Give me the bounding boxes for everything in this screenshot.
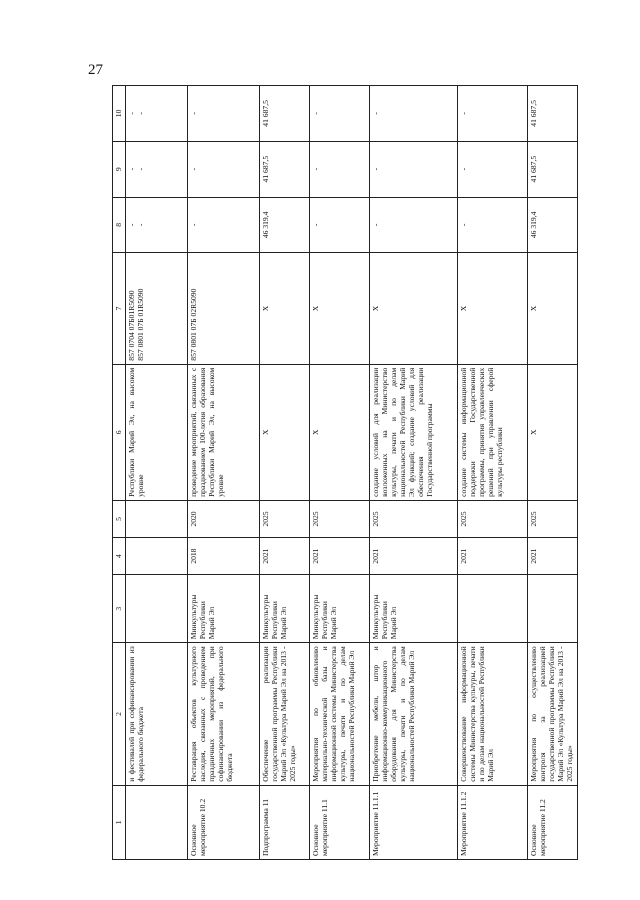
cell-title: Совершенствование информационной системы Министерства культуры, печати и по делам национальностей Республики Марий Эл <box>458 643 528 785</box>
col-header: 10 <box>113 86 126 142</box>
cell-title: Обеспечение реализации государственной программы Республики Марий Эл «Культура Марий Эл на 2013 - 2025 годы» <box>260 643 310 785</box>
budget-code-line: 857 0801 07Б 02R5090 <box>189 288 198 361</box>
cell-start-year <box>126 538 188 575</box>
cell-result: проведение мероприятий, связанных с празднованием 100-летия образования Республики Марий Эл, на высоком уровне <box>188 364 260 500</box>
cell-result: X <box>260 364 310 500</box>
cell-title: Мероприятия по осуществлению контроля за реализацией государственной программы Республики Марий Эл «Культура Марий Эл на 2013 - 2025 годы» <box>528 643 578 785</box>
budget-code-line: 857 0704 07Б01R5090 <box>127 290 136 361</box>
cell-end-year: 2025 <box>458 500 528 537</box>
cell-result: создание условий для реализации возложенных на Министерство культуры, печати и по делам национальностей Республики Марий Эл функций; создание условий для обеспечения реализации Государственной программы <box>370 364 458 500</box>
cell-name <box>126 785 188 859</box>
table-row <box>310 86 370 860</box>
cell-value: - <box>310 86 370 142</box>
cell-end-year: 2025 <box>260 500 310 537</box>
col-header: 9 <box>113 141 126 197</box>
cell-value: - <box>458 197 528 253</box>
col-header: 3 <box>113 575 126 643</box>
cell-start-year: 2021 <box>458 538 528 575</box>
table-row <box>126 86 188 860</box>
table-row <box>370 86 458 860</box>
cell-end-year: 2020 <box>188 500 260 537</box>
cell-end-year: 2025 <box>310 500 370 537</box>
cell-value: - <box>310 197 370 253</box>
cell-result: X <box>528 364 578 500</box>
cell-name: Подпрограмма 11 <box>260 785 310 859</box>
cell-value: - <box>188 197 260 253</box>
cell-value: 41 687,5 <box>528 141 578 197</box>
cell-executor <box>126 575 188 643</box>
cell-value: 46 319,4 <box>528 197 578 253</box>
cell-budget-code: X <box>260 253 310 364</box>
cell-value: 41 687,5 <box>260 86 310 142</box>
cell-value: 41 687,5 <box>260 141 310 197</box>
column-number-row <box>113 86 126 860</box>
col-header: 8 <box>113 197 126 253</box>
cell-value: - <box>370 86 458 142</box>
col-header: 5 <box>113 500 126 537</box>
table-row <box>188 86 260 860</box>
cell-budget-code: X <box>528 253 578 364</box>
cell-budget-code: X <box>458 253 528 364</box>
cell-value: - <box>188 141 260 197</box>
cell-result: создание системы информационной поддержки Государственной программы, принятия управленческих решений при управлении сферой культуры республики <box>458 364 528 500</box>
cell-name: Основное мероприятие 11.1 <box>310 785 370 859</box>
table-row <box>528 86 578 860</box>
value-line: - <box>135 112 145 115</box>
cell-budget-code: X <box>310 253 370 364</box>
cell-start-year: 2021 <box>260 538 310 575</box>
col-header: 7 <box>113 253 126 364</box>
cell-end-year: 2025 <box>370 500 458 537</box>
table-row <box>458 86 528 860</box>
cell-value <box>126 141 188 197</box>
cell-value: 41 687,5 <box>528 86 578 142</box>
budget-code-line: 857 0801 07Б 01R5090 <box>135 288 145 361</box>
page-number: 27 <box>88 62 103 78</box>
cell-value: - <box>458 141 528 197</box>
cell-title: Реставрация объектов культурного наследия, связанных с проведением праздничных мероприятий, при софинансировании из федерального бюджета <box>188 643 260 785</box>
value-line: - <box>127 112 136 115</box>
cell-title: и фестивалей при софинансировании из федерального бюджета <box>126 643 188 785</box>
cell-end-year: 2025 <box>528 500 578 537</box>
cell-executor: Минкультуры Республики Марий Эл <box>310 575 370 643</box>
cell-executor: Минкультуры Республики Марий Эл <box>370 575 458 643</box>
cell-start-year: 2018 <box>188 538 260 575</box>
cell-value: - <box>188 86 260 142</box>
cell-executor: Минкультуры Республики Марий Эл <box>188 575 260 643</box>
cell-executor <box>458 575 528 643</box>
cell-executor <box>528 575 578 643</box>
cell-value: - <box>310 141 370 197</box>
cell-value <box>126 86 188 142</box>
cell-budget-code <box>126 253 188 364</box>
table-row <box>260 86 310 860</box>
col-header: 2 <box>113 643 126 785</box>
cell-end-year <box>126 500 188 537</box>
cell-name: Мероприятие 11.1.2 <box>458 785 528 859</box>
cell-result: Республики Марий Эл, на высоком уровне <box>126 364 188 500</box>
cell-value: - <box>370 197 458 253</box>
budget-table <box>112 85 578 860</box>
rotated-table-container <box>112 85 574 860</box>
cell-start-year: 2021 <box>310 538 370 575</box>
cell-title: Мероприятия по обновлению материально-технической базы и информационной системы Министерства культуры, печати и по делам национальностей Республики Марий Эл <box>310 643 370 785</box>
cell-value <box>126 197 188 253</box>
value-line: - <box>135 167 145 171</box>
cell-value: - <box>370 141 458 197</box>
value-line: - <box>135 223 145 227</box>
cell-name: Мероприятие 11.1.1 <box>370 785 458 859</box>
value-line: - <box>127 223 136 227</box>
cell-value: 46 319,4 <box>260 197 310 253</box>
cell-executor: Минкультуры Республики Марий Эл <box>260 575 310 643</box>
cell-name: Основное мероприятие 11.2 <box>528 785 578 859</box>
cell-start-year: 2021 <box>528 538 578 575</box>
value-line: - <box>127 167 136 171</box>
cell-value: - <box>458 86 528 142</box>
cell-budget-code: X <box>370 253 458 364</box>
col-header: 4 <box>113 538 126 575</box>
cell-budget-code <box>188 253 260 364</box>
cell-name: Основное мероприятие 10.2 <box>188 785 260 859</box>
cell-start-year: 2021 <box>370 538 458 575</box>
col-header: 6 <box>113 364 126 500</box>
cell-result: X <box>310 364 370 500</box>
col-header: 1 <box>113 785 126 859</box>
cell-title: Приобретение мебели, штор и информационно-коммуникационного оборудования для Министерства культуры, печати и по делам национальностей Республики Марий Эл <box>370 643 458 785</box>
